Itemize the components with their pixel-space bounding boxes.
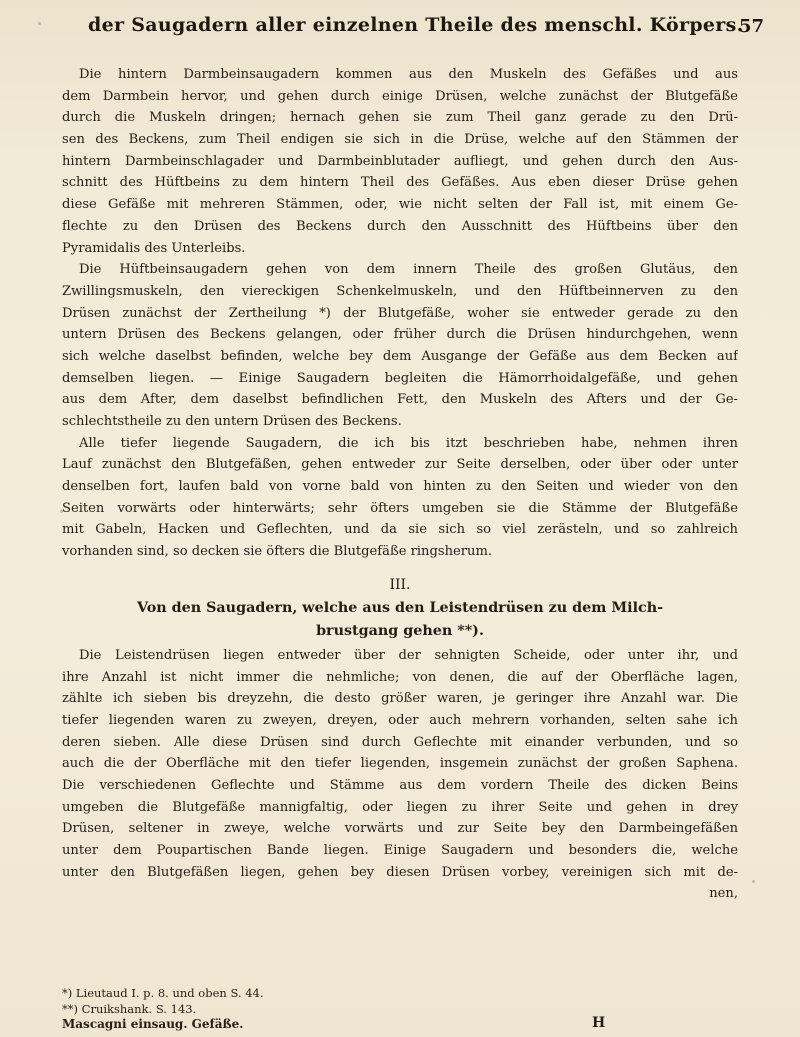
signature-mark: H	[592, 1015, 606, 1031]
paper-speck	[60, 510, 63, 513]
text-line: flechte zu den Drüsen des Beckens durch den Ausschnitt des Hüftbeins über den	[62, 218, 738, 234]
text-line: Alle tiefer liegende Saugadern, die ich bis itzt beschrieben habe, nehmen ihren	[79, 435, 738, 451]
text-line: zählte ich sieben bis dreyzehn, die desto größer waren, je geringer ihre Anzahl war. Die	[62, 691, 738, 707]
text-line: auch die der Oberfläche mit den tiefer liegenden, insgemein zunächst der großen Saphena.	[62, 756, 738, 772]
paper-speck	[38, 22, 41, 25]
text-line: untern Drüsen des Beckens gelangen, oder früher durch die Drüsen hindurchgehen, wenn	[62, 327, 738, 343]
paragraph-3	[62, 433, 738, 563]
text-line: demselben liegen. — Einige Saugadern begleiten die Hämorrhoidalgefäße, und gehen	[62, 370, 738, 386]
text-line: dem Darmbein hervor, und gehen durch einige Drüsen, welche zunächst der Blutgefäße	[62, 88, 738, 104]
paragraph-1	[62, 64, 738, 259]
text-line: tiefer liegenden waren zu zweyen, dreyen, oder auch mehrern vorhanden, selten sahe ich	[62, 712, 738, 728]
running-header: der Saugadern aller einzelnen Theile des menschl. Körpers.	[88, 14, 744, 36]
section-title: Von den Saugadern, welche aus den Leistendrüsen zu dem Milch-	[136, 599, 664, 616]
text-line: sich welche daselbst befinden, welche bey dem Ausgange der Gefäße aus dem Becken auf	[62, 348, 738, 364]
text-line: nen,	[709, 886, 738, 902]
text-line: deren sieben. Alle diese Drüsen sind durch Geflechte mit einander verbunden, und so	[62, 734, 738, 750]
text-line: unter den Blutgefäßen liegen, gehen bey diesen Drüsen vorbey, vereinigen sich mit de-	[62, 864, 738, 880]
footnote: *) Lieutaud I. p. 8. und oben S. 44.	[62, 986, 264, 1000]
text-line: Seiten vorwärts oder hinterwärts; sehr öfters umgeben sie die Stämme der Blutgefäße	[62, 500, 738, 516]
paragraph-2	[62, 259, 738, 433]
catchline-title: Mascagni einsaug. Gefäße.	[62, 1017, 244, 1031]
page-number: 57	[738, 16, 764, 37]
section-title-continued: brustgang gehen **).	[316, 622, 484, 639]
text-line: mit Gabeln, Hacken und Geflechten, und da sie sich so viel zerästeln, und so zahlreich	[62, 522, 738, 538]
text-line: Lauf zunächst den Blutgefäßen, gehen entweder zur Seite derselben, oder über oder unter	[62, 457, 738, 473]
text-line: umgeben die Blutgefäße mannigfaltig, oder liegen zu ihrer Seite und gehen in drey	[62, 799, 738, 815]
text-line: Die hintern Darmbeinsaugadern kommen aus den Muskeln des Gefäßes und aus	[79, 67, 738, 82]
text-line: Die Hüftbeinsaugadern gehen von dem innern Theile des großen Glutäus, den	[79, 262, 738, 278]
text-line: Die Leistendrüsen liegen entweder über der sehnigten Scheide, oder unter ihr, und	[79, 647, 738, 663]
catchline	[62, 1017, 738, 1035]
text-line: sen des Beckens, zum Theil endigen sie sich in die Drüse, welche auf den Stämmen der	[62, 132, 738, 148]
text-line: durch die Muskeln dringen; hernach gehen sie zum Theil ganz gerade zu den Drü-	[62, 110, 738, 126]
text-line: schnitt des Hüftbeins zu dem hintern Theil des Gefäßes. Aus eben dieser Drüse gehen	[62, 175, 738, 191]
text-line: Drüsen zunächst der Zertheilung *) der Blutgefäße, woher sie entweder gerade zu den	[62, 305, 738, 321]
text-line: unter dem Poupartischen Bande liegen. Einige Saugadern und besonders die, welche	[62, 843, 738, 858]
text-line: schlechtstheile zu den untern Drüsen des Beckens.	[62, 414, 402, 429]
section-number: III.	[389, 576, 411, 593]
text-line: Zwillingsmuskeln, den viereckigen Schenkelmuskeln, und den Hüftbeinnerven zu den	[62, 283, 738, 299]
footnote: **) Cruikshank. S. 143.	[62, 1002, 197, 1016]
text-line: vorhanden sind, so decken sie öfters die Blutgefäße ringsherum.	[62, 544, 493, 560]
text-line: denselben fort, laufen bald von vorne bald von hinten zu den Seiten und wieder von den	[62, 479, 738, 495]
text-line: diese Gefäße mit mehreren Stämmen, oder, wie nicht selten der Fall ist, mit einem Ge-	[62, 197, 738, 213]
text-line: Die verschiedenen Geflechte und Stämme aus dem vordern Theile des dicken Beins	[62, 777, 738, 793]
text-line: Drüsen, seltener in zweye, welche vorwärts und zur Seite bey den Darmbeingefäßen	[62, 821, 738, 837]
text-line: Pyramidalis des Unterleibs.	[62, 240, 246, 256]
main-text	[62, 64, 738, 905]
paper-speck	[752, 880, 755, 883]
text-line: ihre Anzahl ist nicht immer die nehmliche; von denen, die auf der Oberfläche lagen,	[62, 669, 738, 685]
text-line: hintern Darmbeinschlagader und Darmbeinblutader aufliegt, und gehen durch den Aus-	[62, 153, 738, 169]
text-line: aus dem After, dem daselbst befindlichen Fett, den Muskeln des Afters und der Ge-	[62, 392, 738, 408]
paragraph-4	[62, 645, 738, 905]
footnotes	[62, 985, 738, 1017]
